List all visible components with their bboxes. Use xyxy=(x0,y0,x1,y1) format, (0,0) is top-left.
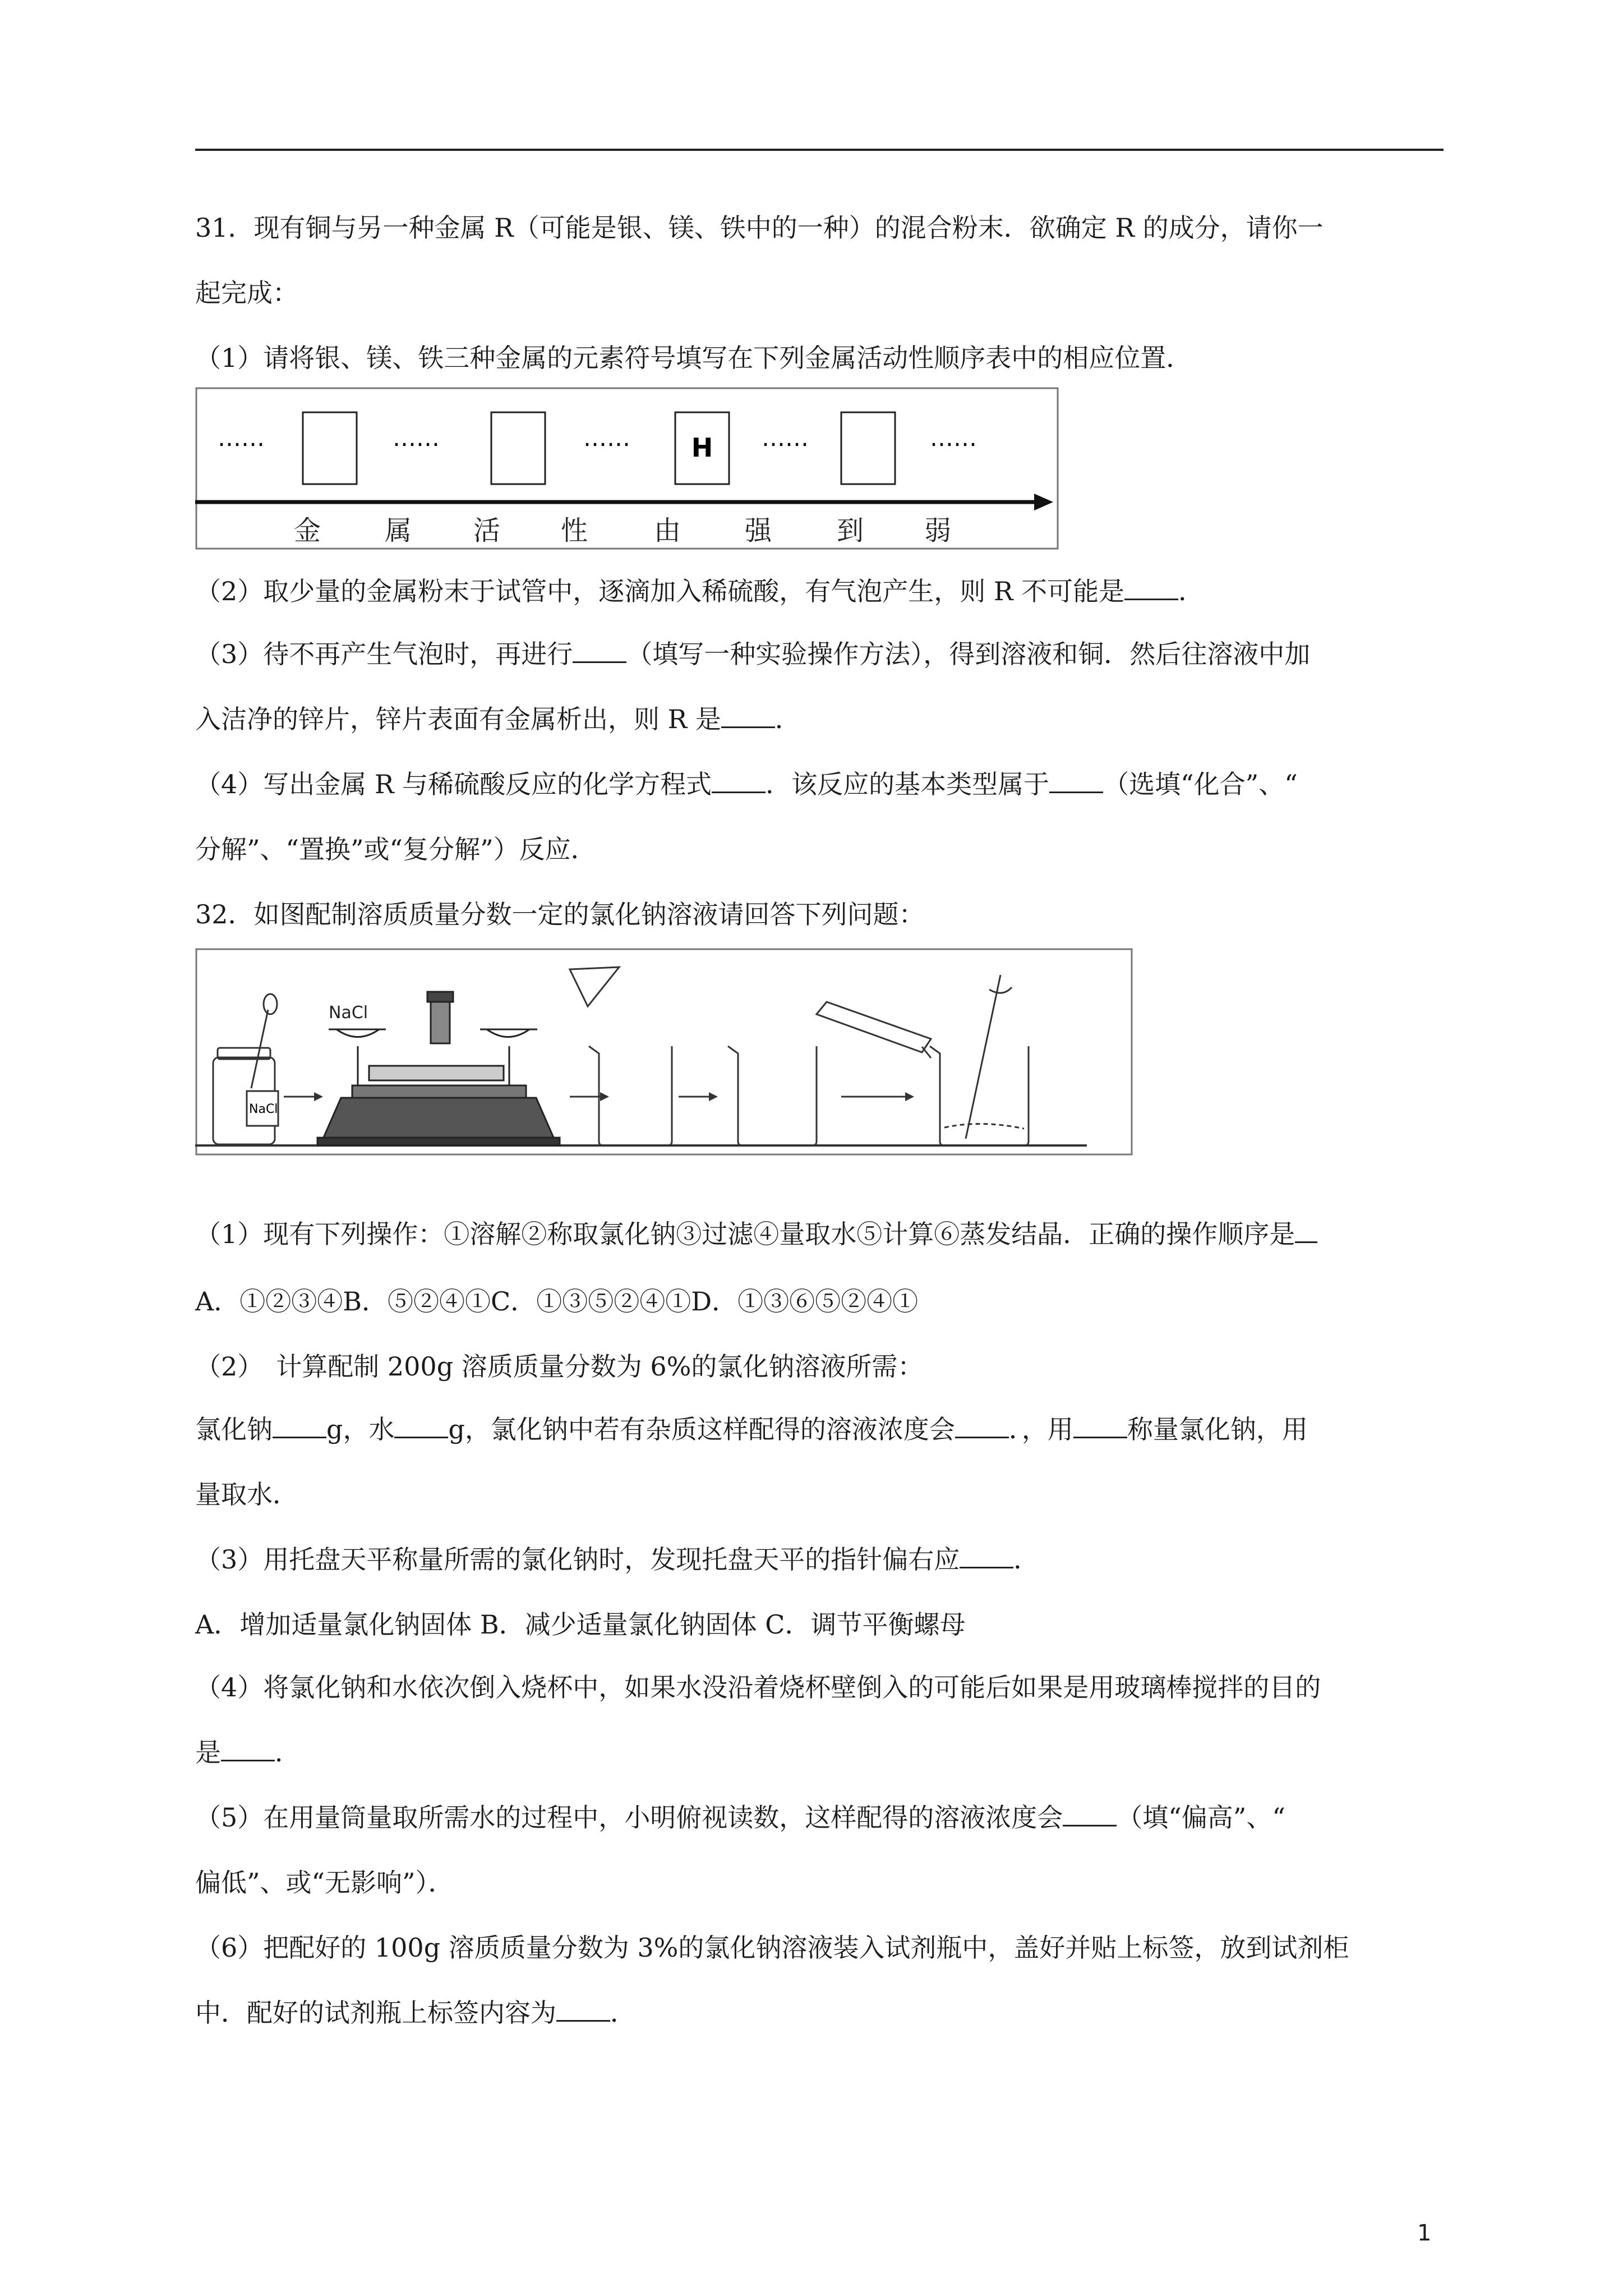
answer-blank[interactable] xyxy=(1063,1802,1117,1826)
text: ．，用 xyxy=(1008,1414,1073,1444)
answer-blank[interactable] xyxy=(721,704,775,728)
q32-sub6-line1: （6）把配好的 100g 溶质质量分数为 3%的氯化钠溶液装入试剂瓶中，盖好并贴上标签，放到试剂柜 xyxy=(195,1932,1349,1963)
dots-4: …… xyxy=(762,424,809,452)
q31-sub4-line2: 分解”、“置换”或“复分解”）反应． xyxy=(195,834,597,864)
text: g，水 xyxy=(326,1414,395,1444)
solution-preparation-figure xyxy=(195,948,1133,1156)
q31-sub3-text-a: （3）待不再产生气泡时，再进行 xyxy=(195,639,573,669)
graduated-cylinder xyxy=(817,1002,931,1058)
text: g，氯化钠中若有杂质这样配得的溶液浓度会 xyxy=(448,1414,955,1444)
answer-blank[interactable] xyxy=(394,1414,448,1438)
answer-blank[interactable] xyxy=(1295,1219,1317,1243)
activity-series-figure xyxy=(195,387,1059,550)
q32-sub2-line3: 量取水． xyxy=(195,1479,298,1510)
q31-stem-line1: 31．现有铜与另一种金属 R（可能是银、镁、铁中的一种）的混合粉末．欲确定 R 的成分，请你一 xyxy=(195,213,1324,243)
text: 氯化钠 xyxy=(195,1414,273,1444)
q31-sub2-text: （2）取少量的金属粉末于试管中，逐滴加入稀硫酸，有气泡产生，则 R 不可能是 xyxy=(195,576,1125,606)
beaker-2 xyxy=(728,1046,817,1145)
q32-sub1-options: A．①②③④B．⑤②④①C．①③⑤②④①D．①③⑥⑤②④① xyxy=(195,1286,919,1317)
hydrogen-label: H xyxy=(691,432,713,463)
caption-char-4: 性 xyxy=(560,515,588,546)
q31-sub2-end: ． xyxy=(1178,576,1205,606)
dots-2: …… xyxy=(393,424,440,452)
q31-sub4-text-a: （4）写出金属 R 与稀硫酸反应的化学方程式 xyxy=(195,769,712,799)
reagent-jar xyxy=(213,994,278,1144)
answer-blank[interactable] xyxy=(273,1414,326,1438)
answer-box-2 xyxy=(491,412,545,484)
caption-char-3: 活 xyxy=(473,515,501,546)
nacl-label: NaCl xyxy=(329,1003,368,1023)
q32-sub5-line2: 偏低”、或“无影响”）． xyxy=(195,1867,454,1898)
dots-1: …… xyxy=(218,424,265,452)
q31-sub4-text-b: ．该反应的基本类型属于 xyxy=(766,769,1050,799)
beaker-3 xyxy=(930,975,1029,1145)
page-number: 1 xyxy=(1417,2220,1432,2246)
q32-sub3 xyxy=(195,1543,1039,1576)
q31-sub4-text-c: （选填“化合”、“ xyxy=(1103,769,1298,799)
q32-sub3-text: （3）用托盘天平称量所需的氯化钠时，发现托盘天平的指针偏右应 xyxy=(195,1544,960,1575)
answer-blank[interactable] xyxy=(573,639,626,663)
caption-char-5: 由 xyxy=(653,515,681,546)
q32-sub3-options: A．增加适量氯化钠固体 B．减少适量氯化钠固体 C．调节平衡螺母 xyxy=(195,1609,966,1640)
dots-3: …… xyxy=(583,424,630,452)
q32-sub2-line2 xyxy=(195,1412,1308,1446)
q31-sub3-text-c: 入洁净的锌片，锌片表面有金属析出，则 R 是 xyxy=(195,704,721,734)
answer-box-3 xyxy=(841,412,895,484)
jar-label: NaCl xyxy=(249,1102,278,1116)
text: （填“偏高”、“ xyxy=(1117,1802,1285,1833)
text: ． xyxy=(610,1998,636,2028)
q32-sub1-line1 xyxy=(195,1217,1317,1251)
answer-blank[interactable] xyxy=(556,1998,610,2022)
answer-box-1 xyxy=(303,412,357,484)
q32-sub5-line1 xyxy=(195,1801,1285,1834)
answer-blank[interactable] xyxy=(1124,576,1178,600)
text: 中．配好的试剂瓶上标签内容为 xyxy=(195,1998,556,2028)
q32-sub4-line1: （4）将氯化钠和水依次倒入烧杯中，如果水没沿着烧杯壁倒入的可能后如果是用玻璃棒搅拌的目的 xyxy=(195,1672,1321,1703)
arrow-head xyxy=(1034,494,1053,510)
q32-sub2-line1: （2） 计算配制 200g 溶质质量分数为 6%的氯化钠溶液所需： xyxy=(195,1351,924,1382)
q32-stem: 32．如图配制溶质质量分数一定的氯化钠溶液请回答下列问题： xyxy=(195,899,925,930)
q31-sub3-end: ． xyxy=(774,704,801,734)
q32-sub6-line2 xyxy=(195,1996,636,2030)
balance xyxy=(317,992,560,1145)
q31-sub3-line2 xyxy=(195,702,801,736)
header-rule xyxy=(195,149,1444,151)
text: 是 xyxy=(195,1737,221,1768)
q31-sub3-line1 xyxy=(195,637,1310,671)
q31-sub1: （1）请将银、镁、铁三种金属的元素符号填写在下列金属活动性顺序表中的相应位置． xyxy=(195,343,1192,373)
caption-char-2: 属 xyxy=(384,515,412,546)
answer-blank[interactable] xyxy=(1073,1414,1127,1438)
answer-blank[interactable] xyxy=(712,769,766,793)
q31-stem-line2: 起完成： xyxy=(195,278,298,308)
caption-char-1: 金 xyxy=(293,515,321,546)
answer-blank[interactable] xyxy=(221,1737,275,1761)
caption-char-7: 到 xyxy=(836,515,864,546)
text: 称量氯化钠，用 xyxy=(1127,1414,1308,1444)
caption-char-8: 弱 xyxy=(924,515,952,546)
text: （5）在用量筒量取所需水的过程中，小明俯视读数，这样配得的溶液浓度会 xyxy=(195,1802,1063,1833)
q31-sub2 xyxy=(195,574,1204,608)
answer-blank[interactable] xyxy=(1049,769,1103,793)
q31-sub3-text-b: （填写一种实验操作方法），得到溶液和铜．然后往溶液中加 xyxy=(626,639,1311,669)
beaker-1 xyxy=(570,967,672,1145)
caption-char-6: 强 xyxy=(744,515,772,546)
answer-blank[interactable] xyxy=(960,1544,1013,1568)
answer-blank[interactable] xyxy=(955,1414,1009,1438)
dots-5: …… xyxy=(930,424,977,452)
q32-sub4-line2 xyxy=(195,1736,301,1769)
q31-sub4-line1 xyxy=(195,767,1298,801)
q32-sub1-text: （1）现有下列操作：①溶解②称取氯化钠③过滤④量取水⑤计算⑥蒸发结晶．正确的操作顺序是 xyxy=(195,1219,1295,1249)
text: ． xyxy=(275,1737,301,1768)
q32-sub3-end: ． xyxy=(1013,1544,1040,1575)
